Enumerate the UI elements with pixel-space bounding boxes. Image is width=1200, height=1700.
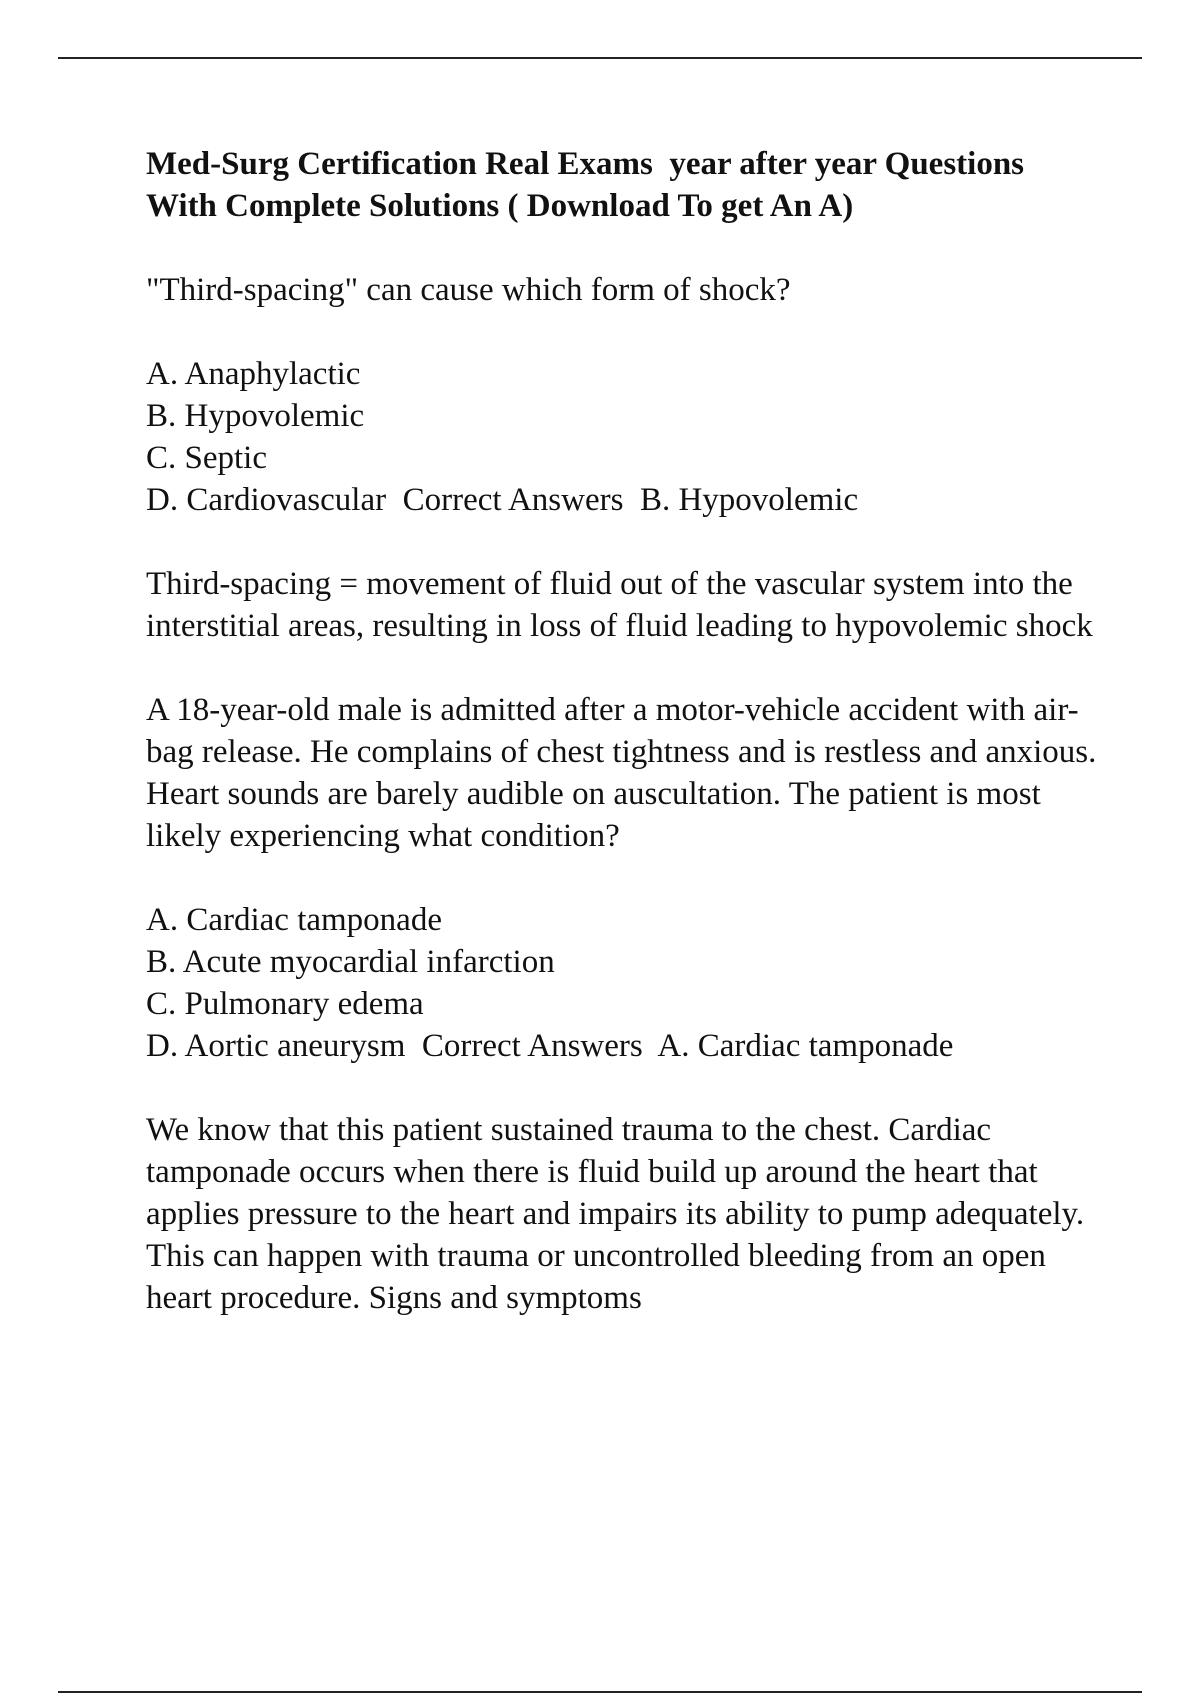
question-2-text: A 18-year-old male is admitted after a motor-vehicle accident with air-bag release. He complains of chest tightness and is restless and anxious. Heart sounds are barely audible on auscultation. The patient is most likely experiencing what condition? xyxy=(146,692,1105,854)
bottom-rule xyxy=(58,1691,1142,1693)
question-2-option-b: B. Acute myocardial infarction xyxy=(146,944,555,980)
question-2-options xyxy=(146,899,1106,1067)
question-2-explanation: We know that this patient sustained trauma to the chest. Cardiac tamponade occurs when there is fluid build up around the heart that applies pressure to the heart and impairs its ability to pump adequately. This can happen with trauma or uncontrolled bleeding from an open heart procedure. Signs and symptoms xyxy=(146,1112,1092,1316)
question-1-option-c: C. Septic xyxy=(146,440,267,476)
question-1-option-b: B. Hypovolemic xyxy=(146,398,365,434)
page-content xyxy=(146,143,1106,1361)
top-rule xyxy=(58,57,1142,59)
question-1-explanation: Third-spacing = movement of fluid out of the vascular system into the interstitial areas, resulting in loss of fluid leading to hypovolemic shock xyxy=(146,566,1093,644)
question-1-option-d-answer: D. Cardiovascular Correct Answers B. Hypovolemic xyxy=(146,482,859,518)
question-2-option-a: A. Cardiac tamponade xyxy=(146,902,442,938)
document-title: Med-Surg Certification Real Exams year after year Questions With Complete Solutions ( Download To get An A) xyxy=(146,146,1040,224)
question-2-option-c: C. Pulmonary edema xyxy=(146,986,424,1022)
question-2-option-d-answer: D. Aortic aneurysm Correct Answers A. Cardiac tamponade xyxy=(146,1028,954,1064)
question-1-options xyxy=(146,353,1106,521)
question-1-text: "Third-spacing" can cause which form of shock? xyxy=(146,272,791,308)
question-1-option-a: A. Anaphylactic xyxy=(146,356,361,392)
